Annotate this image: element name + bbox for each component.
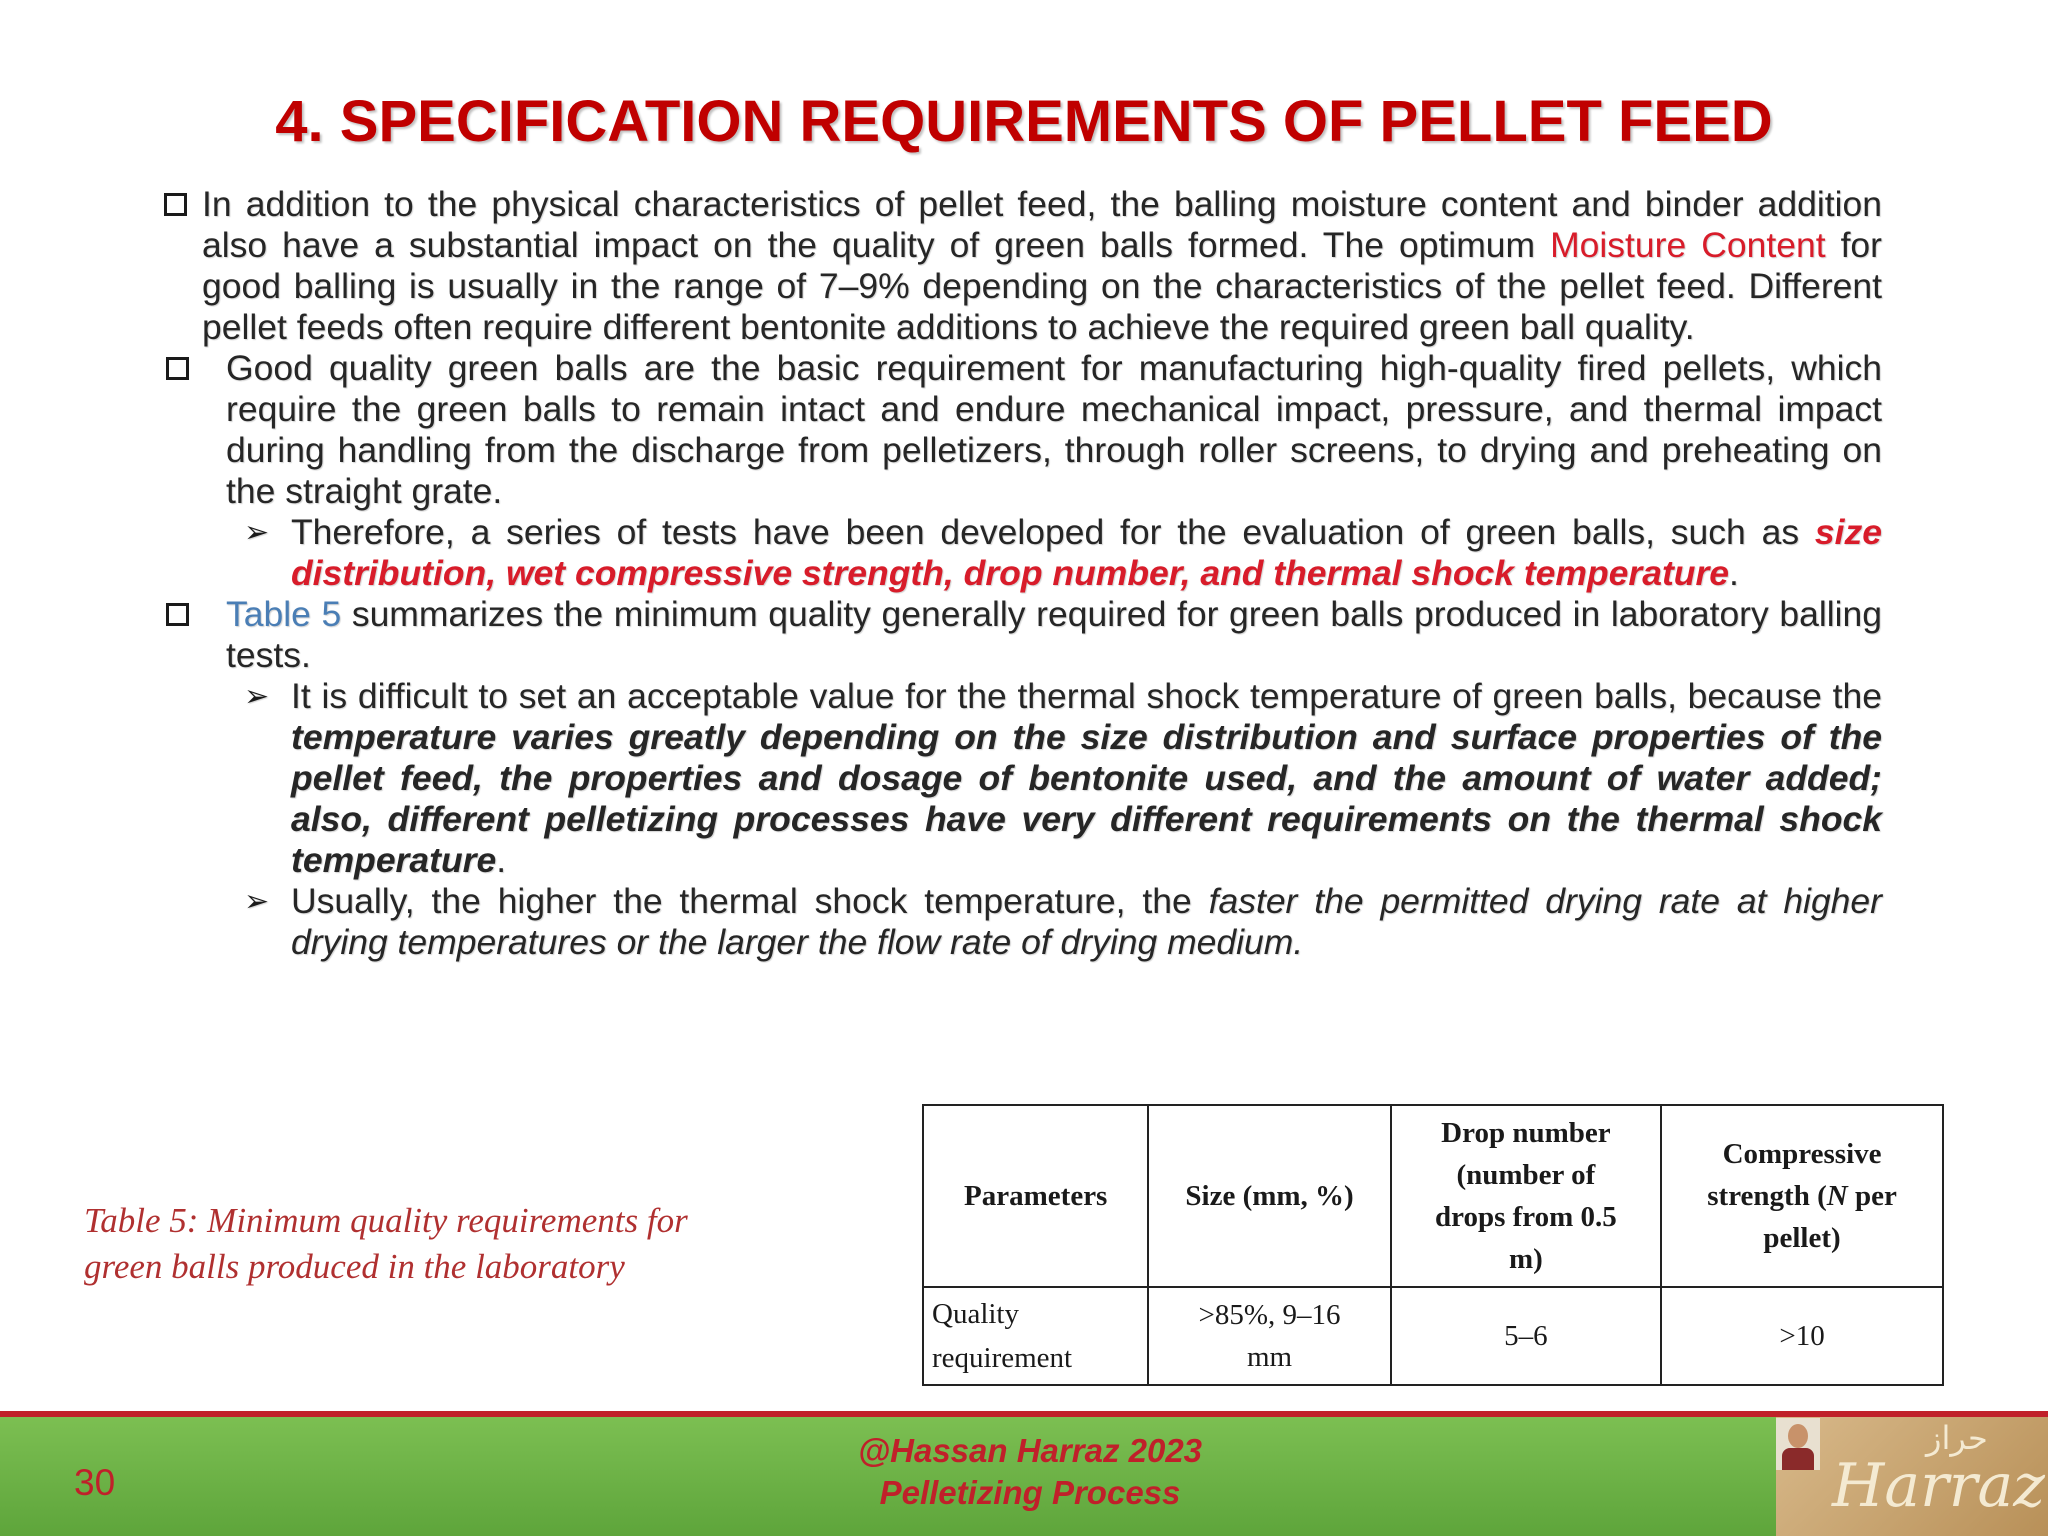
table-row bbox=[923, 1287, 1943, 1385]
header-comp-line-2a: strength ( bbox=[1707, 1180, 1827, 1212]
bullet-3-sub-2-text-a: Usually, the higher the thermal shock temperature, the bbox=[291, 881, 1209, 921]
avatar-head bbox=[1788, 1424, 1808, 1448]
bullet-2-sub-1-text-a: Therefore, a series of tests have been developed for the evaluation of green balls, such as bbox=[291, 512, 1815, 552]
bullet-3-sub-2-italic: faster the permitted drying rate at higher drying temperatures or the larger the flow rate of drying medium. bbox=[291, 881, 1882, 962]
bullet-2-sub-1-text-b: . bbox=[1729, 553, 1739, 593]
bullet-3-text: summarizes the minimum quality generally required for green balls produced in laboratory balling tests. bbox=[226, 594, 1882, 675]
header-drop-line-4: m) bbox=[1508, 1243, 1543, 1275]
avatar-body bbox=[1782, 1448, 1814, 1470]
header-comp-line-2 bbox=[1668, 1175, 1936, 1217]
checkbox-bullet-icon bbox=[166, 603, 189, 626]
header-drop-line-2: (number of bbox=[1456, 1159, 1596, 1191]
bullet-3-sub-1-bold: temperature varies greatly depending on the size distribution and surface properties of the pellet feed, the properties and dosage of bentonite used, and the amount of water added; also, different pelletizing processes have very different requirements on the thermal shock temperature bbox=[291, 717, 1882, 880]
header-parameters: Parameters bbox=[923, 1105, 1148, 1287]
quality-requirements-table bbox=[922, 1104, 1944, 1386]
cell-size-line-1: >85%, 9–16 bbox=[1198, 1299, 1341, 1331]
arrow-bullet-icon: ➢ bbox=[244, 516, 270, 549]
bullet-3-sub-1-text-a: It is difficult to set an acceptable value for the thermal shock temperature of green balls, because the bbox=[291, 676, 1882, 716]
cell-size-line-2: mm bbox=[1247, 1341, 1293, 1373]
logo-text: Harraz bbox=[1832, 1451, 2045, 1521]
table-5-link[interactable]: Table 5 bbox=[226, 594, 342, 634]
arrow-bullet-icon: ➢ bbox=[244, 680, 270, 713]
table-caption bbox=[84, 1198, 804, 1290]
header-compressive-strength bbox=[1661, 1105, 1943, 1287]
cell-size bbox=[1148, 1287, 1390, 1385]
footer-line-2: Pelletizing Process bbox=[879, 1474, 1181, 1511]
arrow-bullet-icon: ➢ bbox=[244, 885, 270, 918]
footer-line-1: @Hassan Harraz 2023 bbox=[857, 1432, 1203, 1469]
bullet-3 bbox=[160, 594, 1882, 676]
cell-drop-number: 5–6 bbox=[1391, 1287, 1661, 1385]
header-comp-line-3: pellet) bbox=[1763, 1222, 1841, 1254]
tests-highlight: size distribution, wet compressive strength, drop number, and thermal shock temperature bbox=[291, 512, 1882, 593]
header-drop-line-1: Drop number bbox=[1441, 1117, 1611, 1149]
bullet-1-text-b: for good balling is usually in the range of 7–9% depending on the characteristics of the pellet feed. Different pellet feeds often require different bentonite additions to achieve the required green ball quality. bbox=[202, 225, 1882, 347]
bullet-1 bbox=[160, 184, 1882, 348]
bullet-2-sub-1 bbox=[160, 512, 1882, 594]
author-avatar bbox=[1776, 1418, 1820, 1470]
cell-compressive-strength: >10 bbox=[1661, 1287, 1943, 1385]
cell-label-line-2: requirement bbox=[932, 1342, 1073, 1374]
header-comp-unit: N bbox=[1826, 1180, 1848, 1212]
header-drop-line-3: drops from 0.5 bbox=[1434, 1201, 1617, 1233]
slide-title: 4. SPECIFICATION REQUIREMENTS OF PELLET FEED bbox=[275, 89, 1773, 154]
header-comp-line-2c: per bbox=[1847, 1180, 1897, 1212]
bullet-3-sub-1-text-b: . bbox=[496, 840, 507, 880]
bullet-3-sub-1 bbox=[160, 676, 1882, 881]
checkbox-bullet-icon bbox=[166, 357, 189, 380]
bullet-3-sub-2 bbox=[160, 881, 1882, 963]
footer-credit bbox=[0, 1430, 2048, 1514]
cell-quality-requirement bbox=[923, 1287, 1148, 1385]
slide-content bbox=[160, 184, 1882, 963]
logo-arabic-text: حراز bbox=[1926, 1419, 1988, 1457]
bullet-2 bbox=[160, 348, 1882, 512]
moisture-content-highlight: Moisture Content bbox=[1550, 225, 1826, 265]
header-comp-line-1: Compressive bbox=[1722, 1138, 1882, 1170]
table-header-row bbox=[923, 1105, 1943, 1287]
bullet-1-text-a: In addition to the physical characteristics of pellet feed, the balling moisture content and binder addition also have a substantial impact on the quality of green balls formed. The optimum bbox=[202, 184, 1882, 265]
page-number: 30 bbox=[74, 1462, 116, 1503]
caption-line-2: green balls produced in the laboratory bbox=[84, 1247, 625, 1286]
caption-line-1: Table 5: Minimum quality requirements for bbox=[84, 1201, 688, 1240]
header-drop-number bbox=[1391, 1105, 1661, 1287]
bullet-2-text: Good quality green balls are the basic requirement for manufacturing high-quality fired pellets, which require the green balls to remain intact and endure mechanical impact, pressure, and thermal impact during handling from the discharge from pelletizers, through roller screens, to drying and preheating on the straight grate. bbox=[226, 348, 1882, 511]
checkbox-bullet-icon bbox=[164, 193, 187, 216]
cell-label-line-1: Quality bbox=[932, 1298, 1019, 1330]
header-size: Size (mm, %) bbox=[1148, 1105, 1390, 1287]
